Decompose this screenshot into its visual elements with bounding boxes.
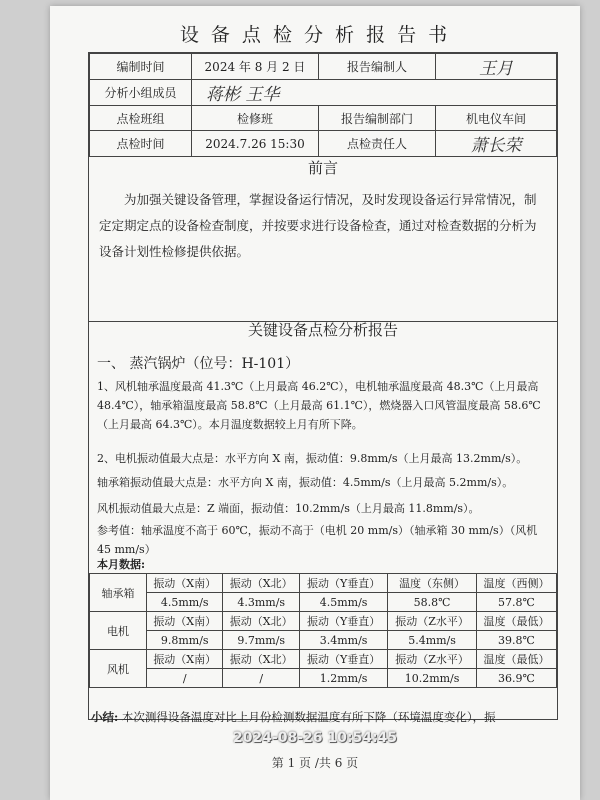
meta-table xyxy=(89,53,557,157)
table-value-row xyxy=(90,669,557,688)
table-header-cell: 温度（最低） xyxy=(476,612,556,631)
table-value-row xyxy=(90,631,557,650)
responsible-signature: 萧长荣 xyxy=(436,131,557,157)
table-value-cell: 58.8℃ xyxy=(388,593,477,612)
group-signature: 蒋彬 王华 xyxy=(192,80,557,106)
table-value-cell: 9.8mm/s xyxy=(147,631,223,650)
table-header-cell: 振动（Z水平） xyxy=(388,612,477,631)
report-heading: 关键设备点检分析报告 xyxy=(247,321,398,339)
equipment-name: 电机 xyxy=(90,612,147,650)
table-value-cell: / xyxy=(147,669,223,688)
table-header-cell: 振动（X北） xyxy=(223,612,299,631)
table-value-cell: 10.2mm/s xyxy=(388,669,477,688)
table-value-row xyxy=(90,593,557,612)
table-header-cell: 振动（Y垂直） xyxy=(299,612,387,631)
table-value-cell: 4.5mm/s xyxy=(299,593,387,612)
compiler-label: 报告编制人 xyxy=(319,54,436,80)
table-header-cell: 振动（Y垂直） xyxy=(299,574,387,593)
table-value-cell: 4.3mm/s xyxy=(223,593,299,612)
table-header-cell: 振动（X北） xyxy=(223,574,299,593)
measurement-table xyxy=(89,573,557,688)
table-value-cell: 36.9℃ xyxy=(476,669,556,688)
report-frame xyxy=(88,52,558,724)
preface-heading: 前言 xyxy=(307,159,338,177)
check-time-label: 点检时间 xyxy=(90,131,192,157)
table-value-cell: 9.7mm/s xyxy=(223,631,299,650)
month-data-label: 本月数据: xyxy=(97,558,146,571)
responsible-label: 点检责任人 xyxy=(319,131,436,157)
report-page xyxy=(50,6,580,800)
equipment-name: 轴承箱 xyxy=(90,574,147,612)
table-header-cell: 振动（X南） xyxy=(147,650,223,669)
check-time-value: 2024.7.26 15:30 xyxy=(192,131,319,157)
timestamp-watermark: 2024-08-26 10:54:45 xyxy=(232,730,398,746)
paragraph-reference: 参考值：轴承温度不高于 60℃，振动不高于（电机 20 mm/s）（轴承箱 30 mm/s）（风机 45 mm/s） xyxy=(97,524,538,556)
paragraph-fan-vibration: 风机振动值最大点是：Z 端面，振动值：10.2mm/s（上月最高 11.8mm/s）。 xyxy=(97,502,480,515)
page-footer: 第 1 页 /共 6 页 xyxy=(271,756,359,770)
table-value-cell: 57.8℃ xyxy=(476,593,556,612)
table-header-cell: 振动（X南） xyxy=(147,574,223,593)
paragraph-temperature: 1、风机轴承温度最高 41.3℃（上月最高 46.2℃），电机轴承温度最高 48.3℃（上月最高 48.4℃），轴承箱温度最高 58.8℃（上月最高 61.1℃），燃烧器入口风管温度最高 58.6℃（上月最高 64.3℃）。本月温度数据较上月有所下降。 xyxy=(97,380,541,431)
table-value-cell: 5.4mm/s xyxy=(388,631,477,650)
table-header-cell: 振动（Z水平） xyxy=(388,650,477,669)
group-label: 分析小组成员 xyxy=(90,80,192,106)
table-value-cell: 1.2mm/s xyxy=(299,669,387,688)
summary-label: 小结: xyxy=(91,710,119,724)
table-value-cell: 4.5mm/s xyxy=(147,593,223,612)
compile-time-value: 2024 年 8 月 2 日 xyxy=(192,54,319,80)
table-value-cell: / xyxy=(223,669,299,688)
summary-text: 本次测得设备温度对比上月份检测数据温度有所下降（环境温度变化），振 xyxy=(121,710,496,724)
preface-text: 为加强关键设备管理，掌握设备运行情况，及时发现设备运行异常情况，制定定期定点的设备检查制度，并按要求进行设备检查，通过对检查数据的分析为设备计划性检修提供依据。 xyxy=(99,192,537,259)
document-title: 设 备 点 检 分 析 报 告 书 xyxy=(179,24,451,46)
section-heading: 一、 蒸汽锅炉（位号：H-101） xyxy=(97,356,300,372)
compile-time-label: 编制时间 xyxy=(90,54,192,80)
table-value-cell: 39.8℃ xyxy=(476,631,556,650)
paragraph-motor-vibration: 2、电机振动值最大点是：水平方向 X 南，振动值：9.8mm/s（上月最高 13.2mm/s）。 xyxy=(97,452,528,465)
table-header-cell: 温度（最低） xyxy=(476,650,556,669)
table-header-cell: 温度（东侧） xyxy=(388,574,477,593)
table-value-cell: 3.4mm/s xyxy=(299,631,387,650)
summary xyxy=(91,708,557,726)
compiler-signature: 王月 xyxy=(436,54,557,80)
team-label: 点检班组 xyxy=(90,106,192,131)
table-header-row xyxy=(90,612,557,631)
paragraph-bearing-vibration: 轴承箱振动值最大点是：水平方向 X 南，振动值：4.5mm/s（上月最高 5.2mm/s）。 xyxy=(97,476,514,489)
team-value: 检修班 xyxy=(192,106,319,131)
table-header-row xyxy=(90,650,557,669)
table-header-row xyxy=(90,574,557,593)
table-header-cell: 振动（X北） xyxy=(223,650,299,669)
table-header-cell: 温度（西侧） xyxy=(476,574,556,593)
table-header-cell: 振动（Y垂直） xyxy=(299,650,387,669)
dept-value: 机电仪车间 xyxy=(436,106,557,131)
dept-label: 报告编制部门 xyxy=(319,106,436,131)
equipment-name: 风机 xyxy=(90,650,147,688)
table-header-cell: 振动（X南） xyxy=(147,612,223,631)
